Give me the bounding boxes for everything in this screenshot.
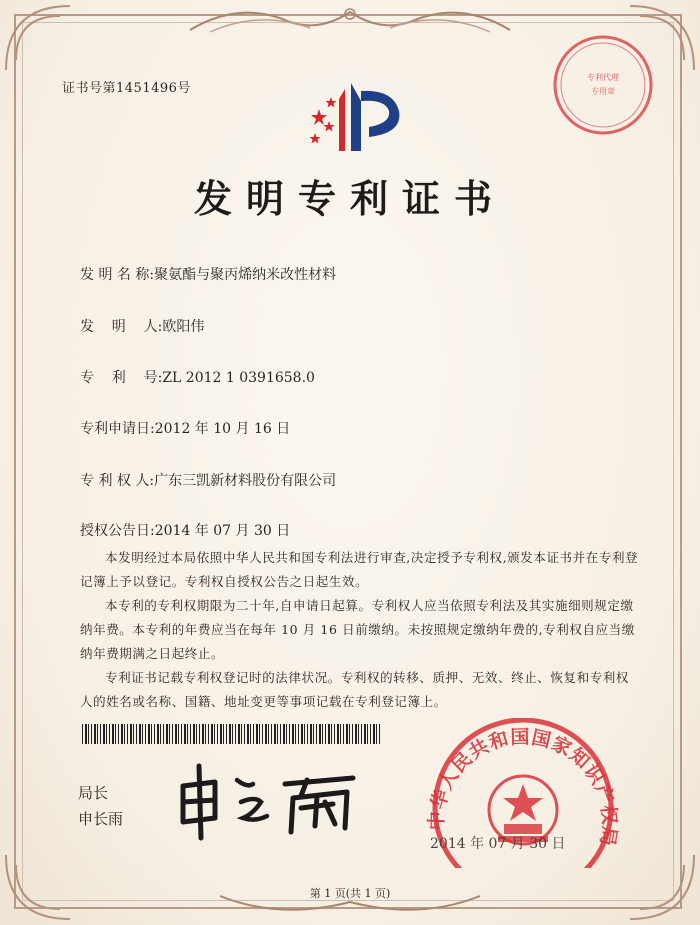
field-value: 2014 年 07 月 30 日 xyxy=(154,523,291,539)
field-label: 专 利 权 人: xyxy=(80,473,155,489)
certificate-number: 证书号第1451496号 xyxy=(62,81,191,96)
paragraph-grant: 本发明经过本局依照中华人民共和国专利法进行审查,决定授予专利权,颁发本证书并在专利登记簿上予以登记。专利权自授权公告之日起生效。 xyxy=(80,550,639,589)
paragraph-record: 专利证书记载专利权登记时的法律状况。专利权的转移、质押、无效、终止、恢复和专利权人的姓名或名称、国籍、地址变更等事项记载在专利登记簿上。 xyxy=(80,670,630,709)
agency-seal xyxy=(548,30,658,140)
director-title: 局长 xyxy=(78,784,109,802)
field-label: 专利申请日: xyxy=(80,421,155,437)
corner-ornament-tl xyxy=(0,0,80,80)
field-label: 发 明 名 称: xyxy=(80,267,155,283)
field-value: 广东三凯新材料股份有限公司 xyxy=(154,473,337,489)
top-ornament xyxy=(180,0,520,40)
field-application-date xyxy=(80,418,290,438)
director-name: 申长雨 xyxy=(78,810,124,828)
page-number: 第 1 页(共 1 页) xyxy=(309,887,391,900)
barcode xyxy=(82,724,382,744)
field-invention-name xyxy=(80,264,336,284)
certificate-title: 发明专利证书 xyxy=(193,176,506,221)
field-value: 欧阳伟 xyxy=(162,319,205,335)
cnipa-logo xyxy=(303,75,413,155)
field-label: 授权公告日: xyxy=(80,523,155,539)
field-patentee xyxy=(80,470,336,490)
field-grant-date xyxy=(80,520,290,540)
svg-text:专利代理: 专利代理 xyxy=(587,73,619,82)
field-label: 发 明 人: xyxy=(80,319,163,335)
paragraph-term: 本专利的专利权期限为二十年,自申请日起算。专利权人应当依照专利法及其实施细则规定缴纳年费。本专利的年费应当在每年 10 月 16 日前缴纳。未按照规定缴纳年费的,专利权自应当缴纳年费期满之日起终止。 xyxy=(80,598,635,661)
seal-text: 中华人民共和国国家知识产权局 xyxy=(425,726,621,849)
field-value: ZL 2012 1 0391658.0 xyxy=(162,370,315,386)
svg-text:专用章: 专用章 xyxy=(591,87,615,96)
field-patent-number xyxy=(80,367,315,387)
issue-date: 2014 年 07 月 30 日 xyxy=(430,836,566,852)
field-value: 聚氨酯与聚丙烯纳米改性材料 xyxy=(154,267,337,283)
field-label: 专 利 号: xyxy=(80,370,163,386)
field-value: 2012 年 10 月 16 日 xyxy=(154,421,291,437)
director-signature xyxy=(175,762,365,842)
field-inventor xyxy=(80,316,204,336)
